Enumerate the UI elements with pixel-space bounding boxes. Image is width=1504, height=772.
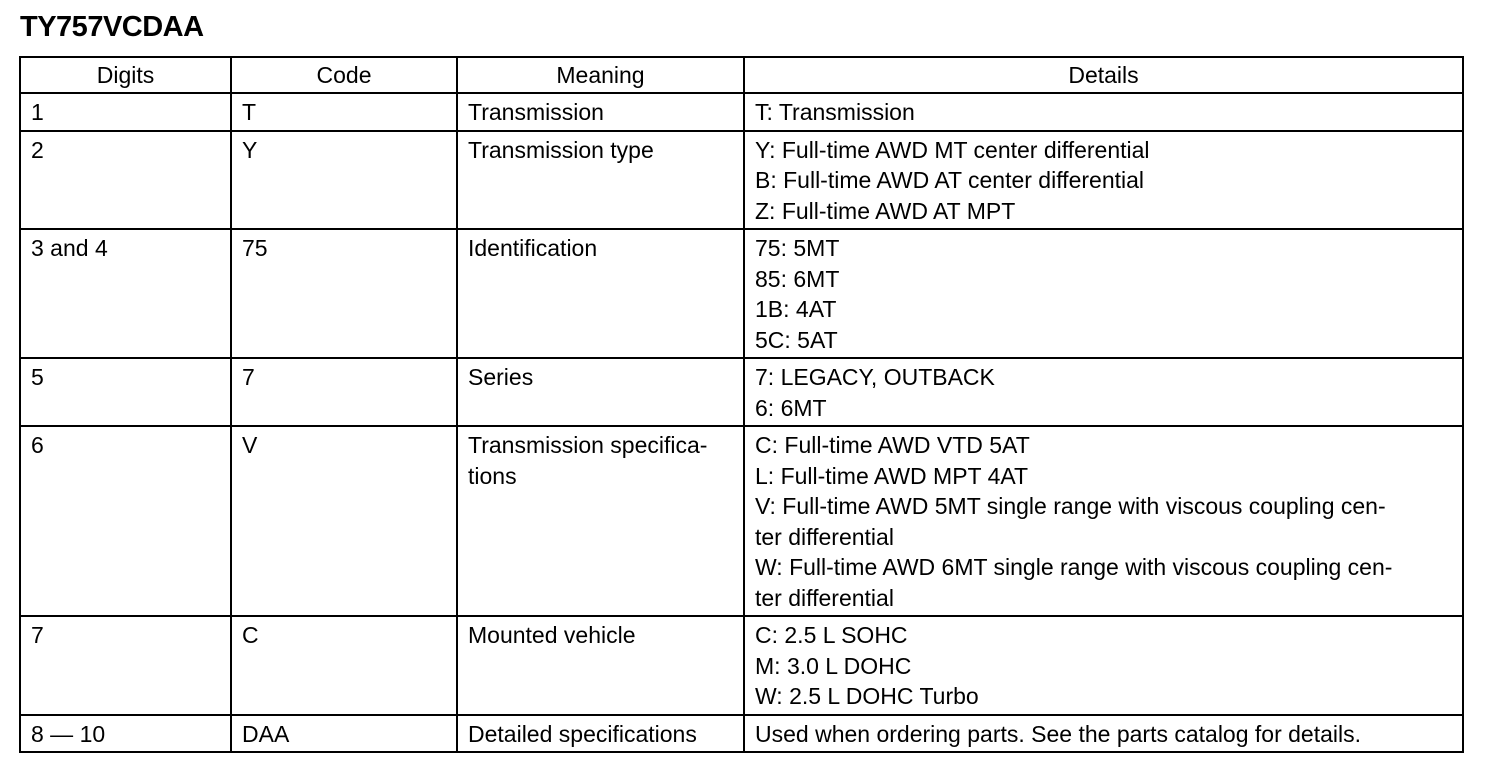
cell-meaning: Mounted vehicle: [457, 616, 744, 715]
cell-meaning: Identification: [457, 229, 744, 358]
detail-line: 7: LEGACY, OUTBACK: [755, 364, 995, 390]
detail-line: 1B: 4AT: [755, 296, 837, 322]
cell-details: [744, 229, 1463, 358]
detail-line: 85: 6MT: [755, 265, 840, 292]
cell-code: 75: [231, 229, 457, 358]
table-row: [20, 616, 1463, 715]
cell-meaning: Detailed specifications: [457, 715, 744, 753]
detail-line: 75: 5MT: [755, 235, 840, 261]
cell-details: [744, 358, 1463, 426]
cell-code: 7: [231, 358, 457, 426]
detail-line: Y: Full-time AWD MT center differential: [755, 136, 1150, 163]
table-row: [20, 358, 1463, 426]
document-title: TY757VCDAA: [20, 11, 204, 43]
detail-line: T: Transmission: [755, 99, 915, 125]
detail-line: B: Full-time AWD AT center differential: [755, 167, 1145, 193]
detail-line: W: 2.5 L DOHC Turbo: [755, 683, 979, 709]
cell-code: DAA: [231, 715, 457, 753]
detail-line: Z: Full-time AWD AT MPT: [755, 197, 1016, 224]
detail-line: C: 2.5 L SOHC: [755, 622, 908, 648]
detail-line: C: Full-time AWD VTD 5AT: [755, 432, 1030, 458]
detail-line: M: 3.0 L DOHC: [755, 652, 912, 679]
cell-digits: 3 and 4: [20, 229, 231, 358]
detail-line: 6: 6MT: [755, 394, 827, 421]
cell-details: [744, 616, 1463, 715]
cell-digits: 1: [20, 93, 231, 131]
cell-code: V: [231, 426, 457, 616]
cell-code: Y: [231, 131, 457, 230]
detail-line: Used when ordering parts. See the parts catalog for details.: [755, 720, 1362, 747]
cell-digits: 8 — 10: [20, 715, 231, 753]
table-row: [20, 229, 1463, 358]
cell-details: [744, 426, 1463, 616]
cell-meaning: Transmission: [457, 93, 744, 131]
code-table: [19, 56, 1464, 753]
detail-line: L: Full-time AWD MPT 4AT: [755, 462, 1029, 489]
cell-digits: 2: [20, 131, 231, 230]
header-code: Code: [231, 57, 457, 93]
detail-line: W: Full-time AWD 6MT single range with viscous coupling cen-: [755, 554, 1393, 580]
header-digits: Digits: [20, 57, 231, 93]
cell-details: [744, 715, 1463, 753]
cell-meaning: Transmission type: [457, 131, 744, 230]
cell-meaning: Series: [457, 358, 744, 426]
cell-details: [744, 131, 1463, 230]
detail-line: ter differential: [755, 584, 894, 611]
cell-digits: 7: [20, 616, 231, 715]
table-row: [20, 715, 1463, 753]
table-row: [20, 93, 1463, 131]
cell-code: C: [231, 616, 457, 715]
cell-code: T: [231, 93, 457, 131]
cell-digits: 5: [20, 358, 231, 426]
detail-line: 5C: 5AT: [755, 326, 838, 353]
table-row: [20, 131, 1463, 230]
table-row: [20, 426, 1463, 616]
cell-digits: 6: [20, 426, 231, 616]
detail-line: ter differential: [755, 523, 894, 550]
meaning-line: tions: [468, 462, 517, 489]
header-details: Details: [744, 57, 1463, 93]
header-meaning: Meaning: [457, 57, 744, 93]
table-header-row: [20, 57, 1463, 93]
cell-meaning: [457, 426, 744, 616]
cell-details: [744, 93, 1463, 131]
detail-line: V: Full-time AWD 5MT single range with viscous coupling cen-: [755, 493, 1386, 519]
meaning-line: Transmission specifica-: [468, 432, 708, 458]
